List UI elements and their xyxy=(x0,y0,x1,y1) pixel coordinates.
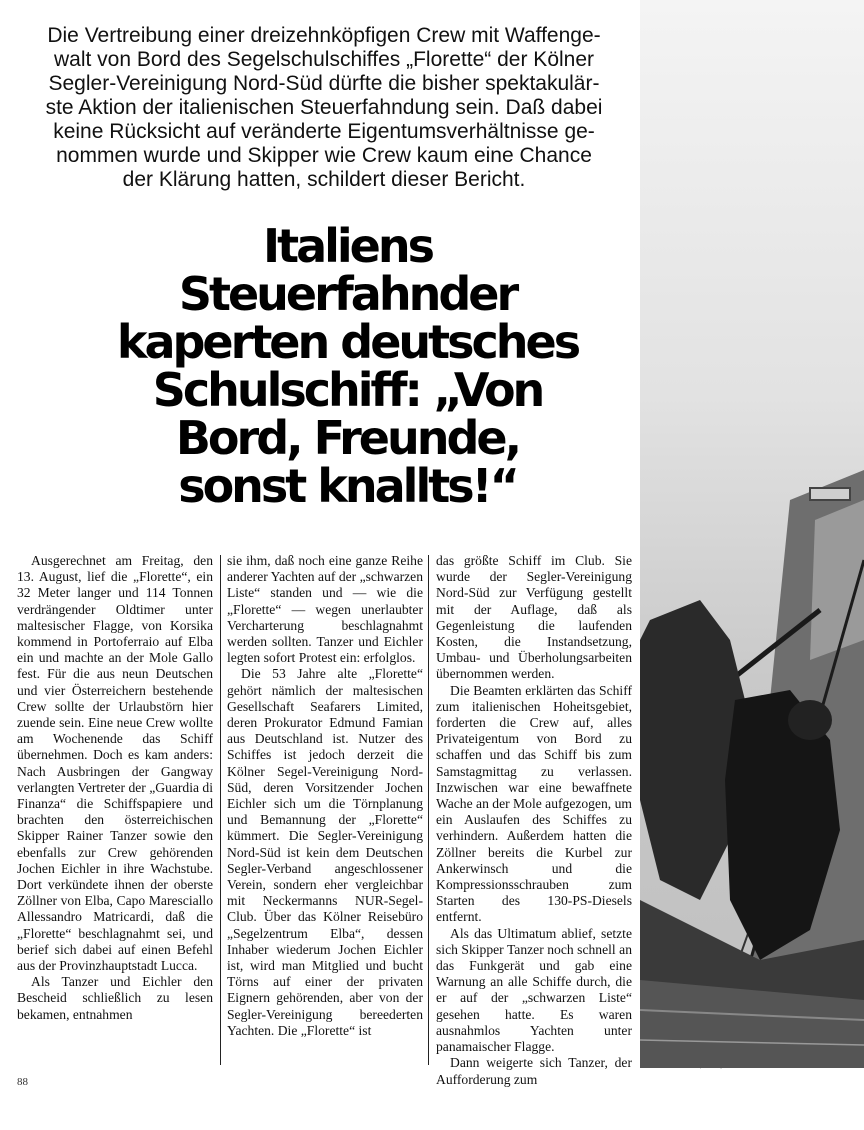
lead-line: der Klärung hatten, schildert dieser Bericht. xyxy=(122,168,526,191)
article-column-3 xyxy=(436,553,632,1088)
headline-line: Steuerfahnder xyxy=(178,267,517,321)
lead-line: Segler-Vereinigung Nord-Süd dürfte die bisher spektakulär- xyxy=(48,72,600,95)
lead-line: nommen wurde und Skipper wie Crew kaum eine Chance xyxy=(56,144,592,167)
paragraph: Als Tanzer und Eichler den Bescheid schließlich zu lesen bekamen, entnahmen xyxy=(17,974,213,1022)
column-divider xyxy=(428,555,429,1065)
column-divider xyxy=(220,555,221,1065)
headline-line: kaperten deutsches xyxy=(116,315,579,369)
article-column-1 xyxy=(17,553,213,1023)
page-number: 88 xyxy=(17,1076,28,1088)
lead-line: ste Aktion der italienischen Steuerfahndung sein. Daß dabei xyxy=(45,96,603,119)
lead-line: walt von Bord des Segelschulschiffes „Florette“ der Kölner xyxy=(53,48,595,71)
paragraph: das größte Schiff im Club. Sie wurde der Segler-Vereinigung Nord-Süd zur Verfügung gestellt mit der Auflage, daß als Gegenleistung die laufenden Kosten, die Instandsetzung, Umbau- und Überholungsarbeiten übernommen werden. xyxy=(436,553,632,682)
paragraph: Ausgerechnet am Freitag, den 13. August, lief die „Florette“, ein 32 Meter langer und 114 Tonnen verdrängender Oldtimer unter maltesischer Flagge, von Korsika kommend in Portoferraio auf Elba ein und machte an der Mole Gallo fest. Für die aus neun Deutschen und vier Österreichern bestehende Crew sollte der Urlaubstörn hier zuende sein. Eine neue Crew wollte am Wochenende das Schiff übernehmen. Doch es kam anders: Nach Ausbringen der Gangway verlangten Vertreter der „Guardia di Finanza“ die Schiffspapiere und brachten den österreichischen Skipper Rainer Tanzer sowie den ebenfalls zur Crew gehörenden Jochen Eichler in ihre Wachstube. Dort verkündete ihnen der oberste Zöllner von Elba, Capo Maresciallo Allessandro Matricardi, daß die „Florette“ beschlagnahmt sei, und berief sich dabei auf einen Befehl aus der Provinzhauptstadt Lucca. xyxy=(17,553,214,974)
article-column-2 xyxy=(227,553,423,1039)
paragraph: Als das Ultimatum ablief, setzte sich Skipper Tanzer noch schnell an das Funkgerät und gab eine Warnung an alle Schiffe durch, die er auf der „schwarzen Liste“ gesehen hatte. Es waren ausnahmlos Yachten unter panamaischer Flagge. xyxy=(436,925,632,1055)
boat-photo xyxy=(640,0,864,1130)
headline-line: Bord, Freunde, xyxy=(175,411,520,465)
lead-paragraph xyxy=(14,24,634,192)
headline xyxy=(60,219,635,513)
paragraph: sie ihm, daß noch eine ganze Reihe anderer Yachten auf der „schwarzen Liste“ standen und — wie die „Florette“ — wegen unerlaubter Vercharterung beschlagnahmt werden sollten. Tanzer und Eichler legten sofort Protest ein: erfolglos. xyxy=(227,553,423,666)
headline-line: sonst knallts!“ xyxy=(178,459,517,513)
lead-line: keine Rücksicht auf veränderte Eigentumsverhältnisse ge- xyxy=(53,120,595,143)
paragraph: Die Beamten erklärten das Schiff zum italienischen Hoheitsgebiet, forderten die Crew auf, alles Privateigentum von Bord zu schaffen und das Schiff bis zum Samstagmittag zu verlassen. Inzwischen war eine bewaffnete Wache an der Mole aufgezogen, um ein Auslaufen des Schiffes zu verhindern. Außerdem hatten die Zöllner bereits die Kurbel zur Ankerwinsch und die Kompressionsschrauben zum Starten des 130-PS-Diesels entfernt. xyxy=(436,682,632,925)
lead-line: Die Vertreibung einer dreizehnköpfigen Crew mit Waffenge- xyxy=(47,24,601,47)
paragraph: Die 53 Jahre alte „Florette“ gehört nämlich der maltesischen Gesellschaft Seafarers Limited, deren Prokurator Edmund Famian aus Deutschland ist. Nutzer des Schiffes ist jedoch derzeit die Kölner Segel-Vereinigung Nord-Süd, deren Vorsitzender Jochen Eichler sich um die Törnplanung und Bemannung der „Florette“ kümmert. Die Segler-Vereinigung Nord-Süd ist kein dem Deutschen Segler-Verband angeschlossener Verein, sondern eher vergleichbar mit Neckermanns NUR-Segel-Club. Über das Kölner Reisebüro „Segelzentrum Elba“, dessen Inhaber wiederum Jochen Eichler ist, wird man Mitglied und bucht Törns auf einer der privaten Eignern gehörenden, aber von der Segler-Vereinigung bereederten Yachten. Die „Florette“ ist xyxy=(227,666,423,1038)
headline-line: Schulschiff: „Von xyxy=(152,363,543,417)
headline-line: Italiens xyxy=(262,219,432,273)
paragraph: Dann weigerte sich Tanzer, der Aufforderung zum xyxy=(436,1055,632,1087)
